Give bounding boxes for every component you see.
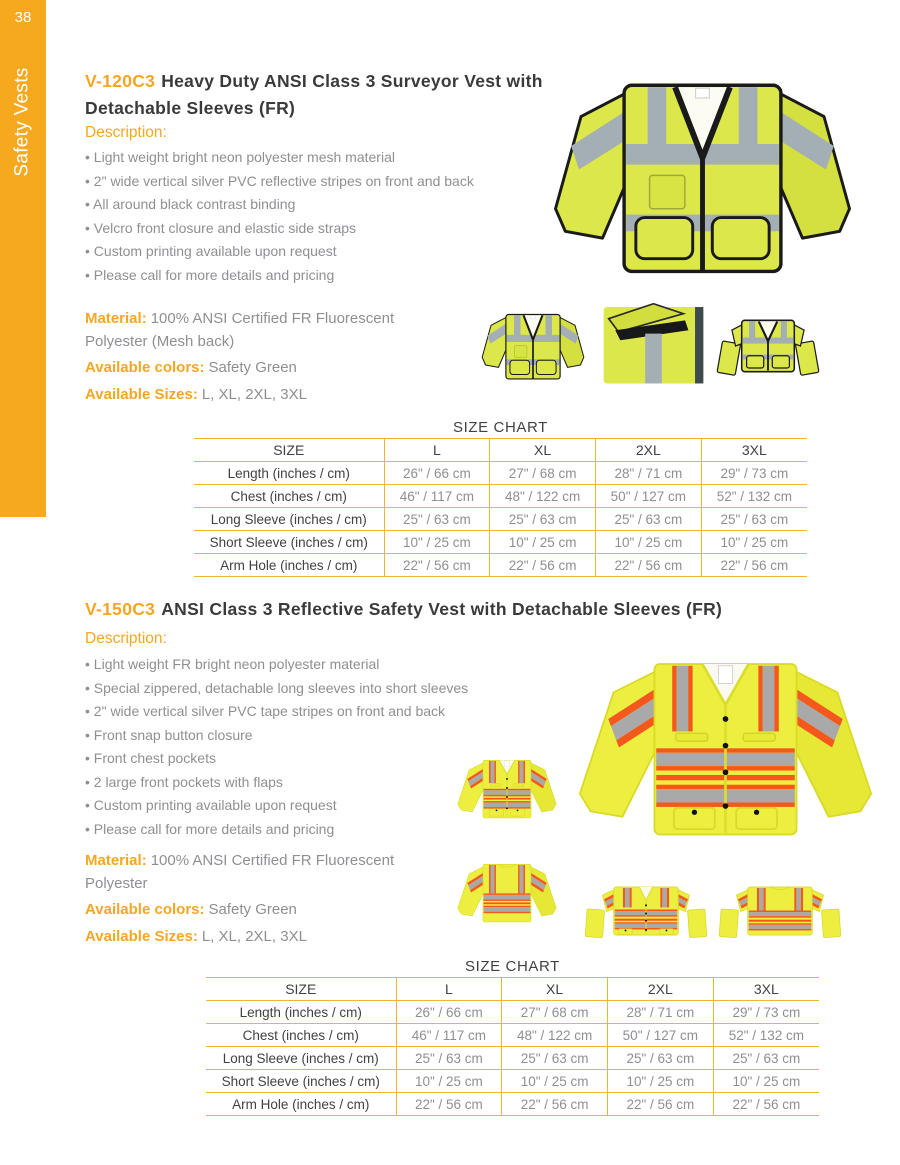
- bullet-item: • Please call for more details and pricing: [85, 818, 555, 842]
- cell-value: 10" / 25 cm: [396, 1070, 502, 1093]
- column-header: XL: [490, 439, 596, 462]
- product2-title-text: ANSI Class 3 Reflective Safety Vest with Detachable Sleeves (FR): [161, 599, 723, 619]
- table-row: [206, 1024, 819, 1047]
- sizes-label: Available Sizes:: [85, 928, 198, 945]
- cell-value: 25" / 63 cm: [607, 1047, 713, 1070]
- column-header: SIZE: [206, 978, 396, 1001]
- product2-colors-line: [85, 898, 433, 921]
- colors-label: Available colors:: [85, 359, 205, 376]
- cell-value: 25" / 63 cm: [490, 508, 596, 531]
- table-header-row: [206, 978, 819, 1001]
- cell-value: 10" / 25 cm: [701, 531, 807, 554]
- product1-description-heading: Description:: [85, 124, 167, 141]
- cell-value: 22" / 56 cm: [396, 1093, 502, 1116]
- product1-photo-front-view: [472, 296, 594, 392]
- bullet-item: • Front snap button closure: [85, 724, 555, 748]
- product1-bullet-list: [85, 146, 555, 287]
- cell-value: 27" / 68 cm: [490, 462, 596, 485]
- product1-size-chart-table: [194, 438, 807, 577]
- sizes-value: L, XL, 2XL, 3XL: [201, 386, 307, 403]
- cell-value: 22" / 56 cm: [502, 1093, 608, 1116]
- column-header: SIZE: [194, 439, 384, 462]
- product2-photo-vest-front-detached: [582, 860, 710, 962]
- column-header: 2XL: [595, 439, 701, 462]
- table-row: [194, 531, 807, 554]
- cell-value: 52" / 132 cm: [713, 1024, 819, 1047]
- table-row: [194, 462, 807, 485]
- bullet-item: • 2" wide vertical silver PVC tape stripes on front and back: [85, 700, 555, 724]
- sidebar-category-label: Safety Vests: [12, 67, 33, 177]
- cell-value: 50" / 127 cm: [595, 485, 701, 508]
- column-header: 2XL: [607, 978, 713, 1001]
- product2-photo-main-jacket: [558, 632, 893, 854]
- cell-value: 48" / 122 cm: [502, 1024, 608, 1047]
- bullet-item: • Light weight FR bright neon polyester material: [85, 653, 555, 677]
- colors-value: Safety Green: [208, 359, 297, 376]
- cell-value: 26" / 66 cm: [396, 1001, 502, 1024]
- product2-title: [85, 596, 885, 623]
- cell-value: 25" / 63 cm: [384, 508, 490, 531]
- cell-value: 29" / 73 cm: [701, 462, 807, 485]
- cell-value: 27" / 68 cm: [502, 1001, 608, 1024]
- cell-value: 48" / 122 cm: [490, 485, 596, 508]
- column-header: L: [384, 439, 490, 462]
- product1-title-text: Heavy Duty ANSI Class 3 Surveyor Vest with Detachable Sleeves (FR): [85, 71, 543, 118]
- cell-value: 22" / 56 cm: [713, 1093, 819, 1116]
- product1-photo-main-jacket: [525, 48, 880, 293]
- colors-label: Available colors:: [85, 901, 205, 918]
- cell-value: 22" / 56 cm: [490, 554, 596, 577]
- product2-material-line: [85, 849, 433, 895]
- bullet-item: • 2 large front pockets with flaps: [85, 771, 555, 795]
- cell-value: 22" / 56 cm: [384, 554, 490, 577]
- bullet-item: • Custom printing available upon request: [85, 794, 555, 818]
- bullet-item: • All around black contrast binding: [85, 193, 555, 217]
- product1-code: V-120C3: [85, 71, 156, 91]
- cell-value: 10" / 25 cm: [713, 1070, 819, 1093]
- row-label: Length (inches / cm): [206, 1001, 396, 1024]
- product1-sizes-line: [85, 383, 433, 406]
- cell-value: 28" / 71 cm: [607, 1001, 713, 1024]
- product1-size-chart-title: SIZE CHART: [453, 419, 548, 436]
- table-row: [194, 554, 807, 577]
- cell-value: 29" / 73 cm: [713, 1001, 819, 1024]
- cell-value: 10" / 25 cm: [490, 531, 596, 554]
- material-value: 100% ANSI Certified FR Fluorescent Polyester: [85, 852, 395, 892]
- sizes-label: Available Sizes:: [85, 386, 198, 403]
- table-row: [206, 1070, 819, 1093]
- cell-value: 50" / 127 cm: [607, 1024, 713, 1047]
- row-label: Long Sleeve (inches / cm): [194, 508, 384, 531]
- product2-size-chart-table: [206, 977, 819, 1116]
- product2-photo-back-view: [453, 842, 561, 940]
- product1-photo-pocket-detail: [602, 298, 710, 390]
- cell-value: 28" / 71 cm: [595, 462, 701, 485]
- table-header-row: [194, 439, 807, 462]
- cell-value: 25" / 63 cm: [396, 1047, 502, 1070]
- row-label: Arm Hole (inches / cm): [194, 554, 384, 577]
- cell-value: 25" / 63 cm: [713, 1047, 819, 1070]
- cell-value: 46" / 117 cm: [396, 1024, 502, 1047]
- product2-description-heading: Description:: [85, 630, 167, 647]
- cell-value: 10" / 25 cm: [384, 531, 490, 554]
- cell-value: 22" / 56 cm: [607, 1093, 713, 1116]
- bullet-item: • Custom printing available upon request: [85, 240, 555, 264]
- bullet-item: • Please call for more details and pricing: [85, 264, 555, 288]
- sidebar-category-tab: [0, 52, 46, 192]
- table-row: [206, 1047, 819, 1070]
- sizes-value: L, XL, 2XL, 3XL: [201, 928, 307, 945]
- row-label: Length (inches / cm): [194, 462, 384, 485]
- material-label: Material:: [85, 310, 147, 327]
- column-header: 3XL: [713, 978, 819, 1001]
- column-header: L: [396, 978, 502, 1001]
- bullet-item: • Light weight bright neon polyester mesh material: [85, 146, 555, 170]
- column-header: XL: [502, 978, 608, 1001]
- row-label: Arm Hole (inches / cm): [206, 1093, 396, 1116]
- product1-title: [85, 68, 555, 122]
- column-header: 3XL: [701, 439, 807, 462]
- colors-value: Safety Green: [208, 901, 297, 918]
- product2-size-chart-title: SIZE CHART: [465, 958, 560, 975]
- bullet-item: • Velcro front closure and elastic side straps: [85, 217, 555, 241]
- table-row: [194, 485, 807, 508]
- cell-value: 25" / 63 cm: [701, 508, 807, 531]
- row-label: Chest (inches / cm): [194, 485, 384, 508]
- row-label: Chest (inches / cm): [206, 1024, 396, 1047]
- cell-value: 25" / 63 cm: [502, 1047, 608, 1070]
- product1-colors-line: [85, 356, 433, 379]
- table-row: [206, 1001, 819, 1024]
- table-row: [194, 508, 807, 531]
- product2-code: V-150C3: [85, 599, 156, 619]
- row-label: Short Sleeve (inches / cm): [194, 531, 384, 554]
- product2-sizes-line: [85, 925, 433, 948]
- product2-photo-vest-back-detached: [716, 860, 844, 962]
- row-label: Long Sleeve (inches / cm): [206, 1047, 396, 1070]
- cell-value: 10" / 25 cm: [595, 531, 701, 554]
- material-label: Material:: [85, 852, 147, 869]
- product1-photo-detached-sleeves: [716, 302, 820, 390]
- bullet-item: • 2" wide vertical silver PVC reflective stripes on front and back: [85, 170, 555, 194]
- cell-value: 25" / 63 cm: [595, 508, 701, 531]
- cell-value: 10" / 25 cm: [502, 1070, 608, 1093]
- product2-photo-front-view: [453, 738, 561, 836]
- material-value: 100% ANSI Certified FR Fluorescent Polyester (Mesh back): [85, 310, 395, 350]
- cell-value: 52" / 132 cm: [701, 485, 807, 508]
- sidebar: [0, 0, 46, 517]
- cell-value: 46" / 117 cm: [384, 485, 490, 508]
- cell-value: 26" / 66 cm: [384, 462, 490, 485]
- cell-value: 22" / 56 cm: [595, 554, 701, 577]
- cell-value: 10" / 25 cm: [607, 1070, 713, 1093]
- row-label: Short Sleeve (inches / cm): [206, 1070, 396, 1093]
- bullet-item: • Special zippered, detachable long sleeves into short sleeves: [85, 677, 555, 701]
- table-row: [206, 1093, 819, 1116]
- product1-material-line: [85, 307, 433, 353]
- bullet-item: • Front chest pockets: [85, 747, 555, 771]
- page-number: 38: [14, 9, 32, 26]
- cell-value: 22" / 56 cm: [701, 554, 807, 577]
